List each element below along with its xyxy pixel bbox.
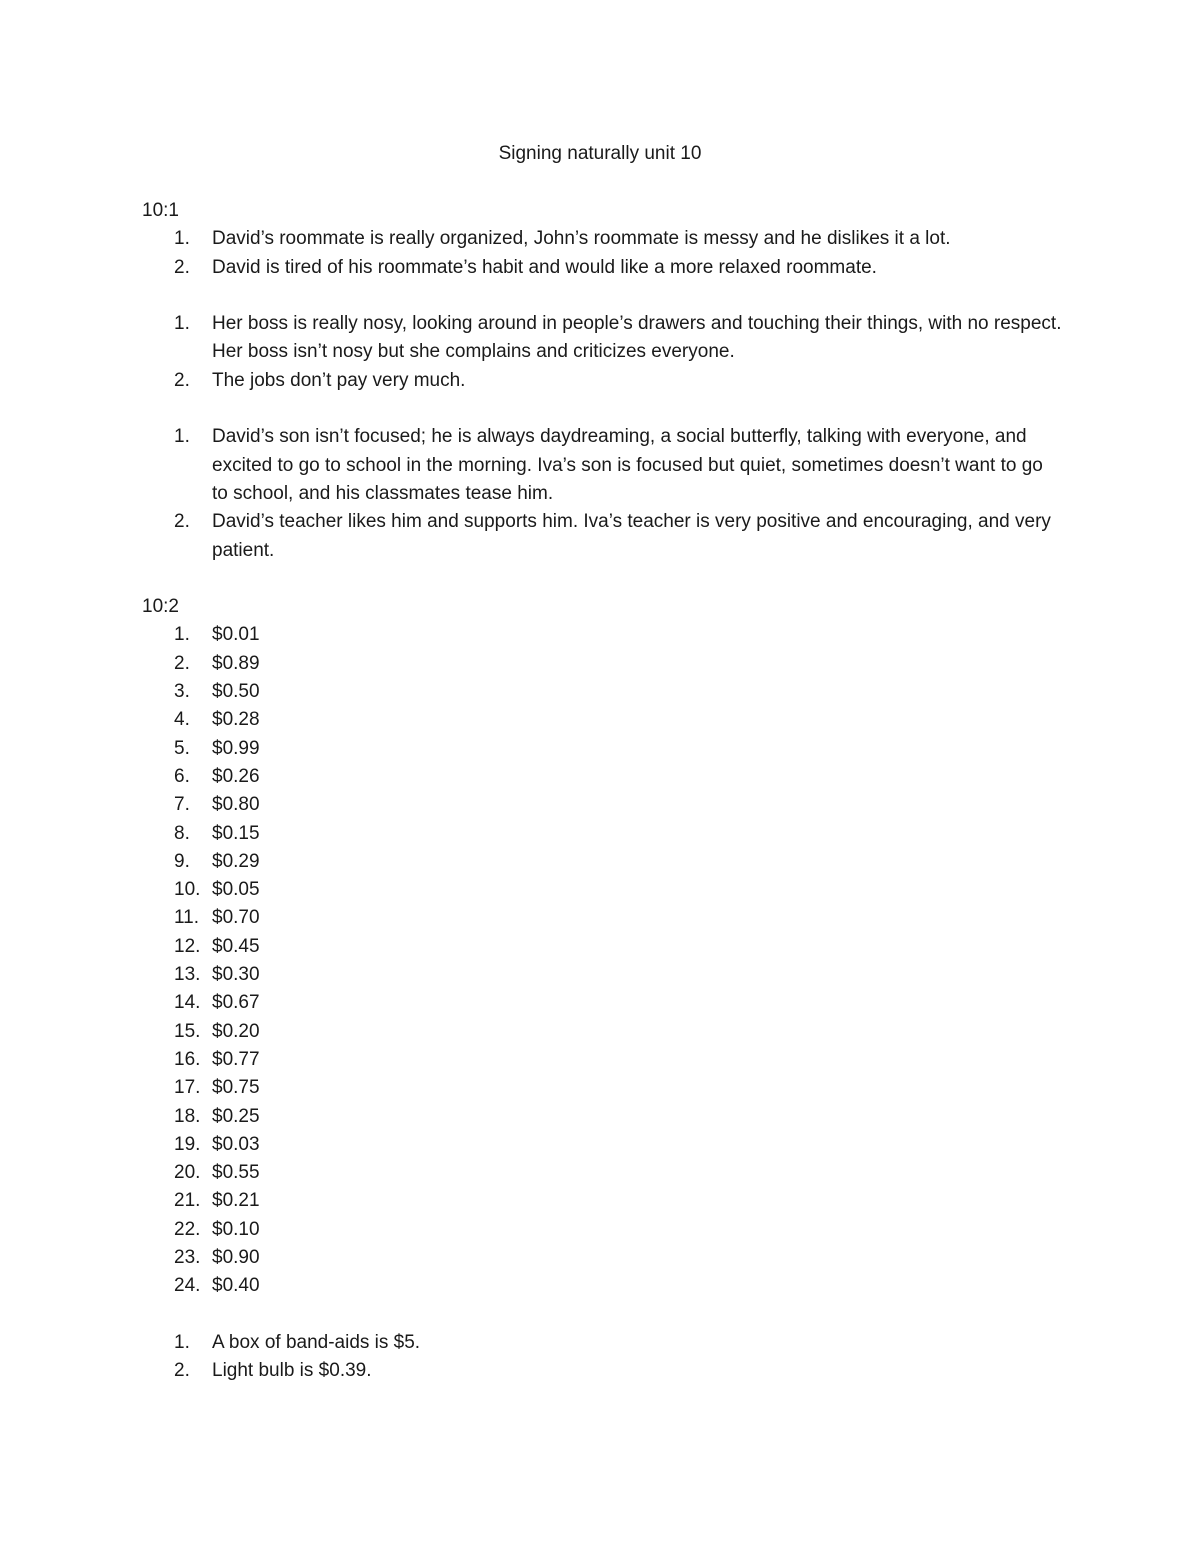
list-item (142, 1216, 1062, 1244)
list-item-number: 7. (174, 794, 190, 816)
list-item-number: 6. (174, 765, 190, 787)
list-item-number: 17. (174, 1077, 201, 1099)
list-item-number: 14. (174, 992, 201, 1014)
list-item (142, 508, 1062, 565)
list-item (142, 1272, 1062, 1300)
list-item (142, 904, 1062, 932)
list-item-text: David’s roommate is really organized, John’s roommate is messy and he dislikes it a lot. (212, 228, 951, 250)
list-item-text: Light bulb is $0.39. (212, 1360, 372, 1382)
list-item-text: $0.55 (212, 1162, 260, 1184)
list-item (142, 1131, 1062, 1159)
list-item-text: Her boss is really nosy, looking around in people’s drawers and touching their things, with no respect. Her boss isn’t nosy but she complains and criticizes everyone. (212, 313, 1062, 363)
list-item-number: 13. (174, 964, 201, 986)
list-item-text: David is tired of his roommate’s habit and would like a more relaxed roommate. (212, 256, 877, 278)
section-label: 10:1 (142, 200, 179, 221)
list-item-number: 2. (174, 256, 190, 278)
list-item (142, 678, 1062, 706)
list-item-text: $0.67 (212, 992, 260, 1014)
page-title: Signing naturally unit 10 (498, 143, 702, 164)
list-item-text: $0.99 (212, 737, 260, 759)
list-item-number: 3. (174, 681, 190, 703)
section-label: 10:2 (142, 596, 179, 618)
list-item (142, 989, 1062, 1017)
list-item-number: 11. (174, 907, 200, 929)
list-item-number: 1. (174, 426, 190, 448)
section-spacer (142, 565, 1062, 593)
list-item-number: 1. (174, 1331, 190, 1353)
list-item-number: 9. (174, 850, 190, 872)
list-item (142, 763, 1062, 791)
list-item-text: $0.10 (212, 1218, 260, 1240)
list-item (142, 1159, 1062, 1187)
list-item (142, 225, 1062, 253)
list-item-number: 1. (174, 228, 190, 250)
list-item (142, 310, 1062, 367)
list-item (142, 621, 1062, 649)
list-item-text: $0.26 (212, 765, 260, 787)
list-item-number: 16. (174, 1048, 201, 1070)
list-item (142, 706, 1062, 734)
list-item (142, 876, 1062, 904)
list-item (142, 933, 1062, 961)
list-item-text: $0.25 (212, 1105, 260, 1127)
list-spacer (142, 395, 1062, 423)
list-item (142, 1329, 1062, 1357)
list-item (142, 1187, 1062, 1215)
list-item-text: $0.21 (212, 1190, 260, 1212)
list-item-text: $0.80 (212, 794, 260, 816)
list-item-text: $0.15 (212, 822, 260, 844)
list-item-number: 19. (174, 1133, 201, 1155)
list-item-number: 10. (174, 879, 201, 901)
list-item-number: 12. (174, 935, 201, 957)
numbered-list (142, 423, 1062, 564)
list-item (142, 1244, 1062, 1272)
list-item-number: 24. (174, 1275, 201, 1297)
list-item-number: 4. (174, 709, 190, 731)
list-item (142, 650, 1062, 678)
list-item (142, 423, 1062, 508)
numbered-list (142, 621, 1062, 1300)
list-item (142, 254, 1062, 282)
numbered-list (142, 1329, 1062, 1386)
list-item-text: $0.75 (212, 1077, 260, 1099)
list-item-text: $0.20 (212, 1020, 260, 1042)
list-item (142, 1046, 1062, 1074)
list-item-text: $0.70 (212, 907, 260, 929)
list-item-text: $0.03 (212, 1133, 260, 1155)
list-item-text: $0.77 (212, 1048, 260, 1070)
list-item-text: $0.45 (212, 935, 260, 957)
list-item-text: The jobs don’t pay very much. (212, 369, 466, 391)
list-item-number: 2. (174, 1360, 190, 1382)
list-item-number: 23. (174, 1246, 201, 1268)
list-item-text: David’s teacher likes him and supports him. Iva’s teacher is very positive and encouraging, and very patient. (212, 511, 1051, 561)
list-item-text: $0.89 (212, 652, 260, 674)
list-item (142, 820, 1062, 848)
list-item-text: $0.05 (212, 879, 260, 901)
list-item-number: 22. (174, 1218, 201, 1240)
list-item-text: $0.30 (212, 964, 260, 986)
list-item-text: $0.28 (212, 709, 260, 731)
list-item (142, 848, 1062, 876)
list-item-number: 1. (174, 624, 190, 646)
list-item (142, 1357, 1062, 1385)
list-item (142, 1103, 1062, 1131)
list-item (142, 367, 1062, 395)
list-item-number: 5. (174, 737, 190, 759)
list-item-number: 1. (174, 313, 190, 335)
list-item-text: $0.50 (212, 681, 260, 703)
list-item-number: 2. (174, 652, 190, 674)
list-item-text: $0.90 (212, 1246, 260, 1268)
list-item-text: $0.01 (212, 624, 260, 646)
list-item (142, 1018, 1062, 1046)
list-item (142, 961, 1062, 989)
list-item-text: A box of band-aids is $5. (212, 1331, 421, 1353)
list-item (142, 735, 1062, 763)
list-item-text: $0.40 (212, 1275, 260, 1297)
list-item (142, 791, 1062, 819)
document-body (142, 197, 1062, 1385)
list-item-number: 18. (174, 1105, 201, 1127)
list-item-number: 2. (174, 511, 190, 533)
list-spacer (142, 282, 1062, 310)
list-spacer (142, 1301, 1062, 1329)
list-item-number: 2. (174, 369, 190, 391)
list-item-text: $0.29 (212, 850, 260, 872)
list-item-number: 8. (174, 822, 190, 844)
numbered-list (142, 225, 1062, 282)
list-item-text: David’s son isn’t focused; he is always daydreaming, a social butterfly, talking with everyone, and excited to go to school in the morning. Iva’s son is focused but quiet, sometimes doesn’t want to go to school, and his classmates tease him. (212, 426, 1043, 504)
list-item-number: 21. (174, 1190, 201, 1212)
list-item-number: 20. (174, 1162, 201, 1184)
numbered-list (142, 310, 1062, 395)
list-item (142, 1074, 1062, 1102)
list-item-number: 15. (174, 1020, 201, 1042)
